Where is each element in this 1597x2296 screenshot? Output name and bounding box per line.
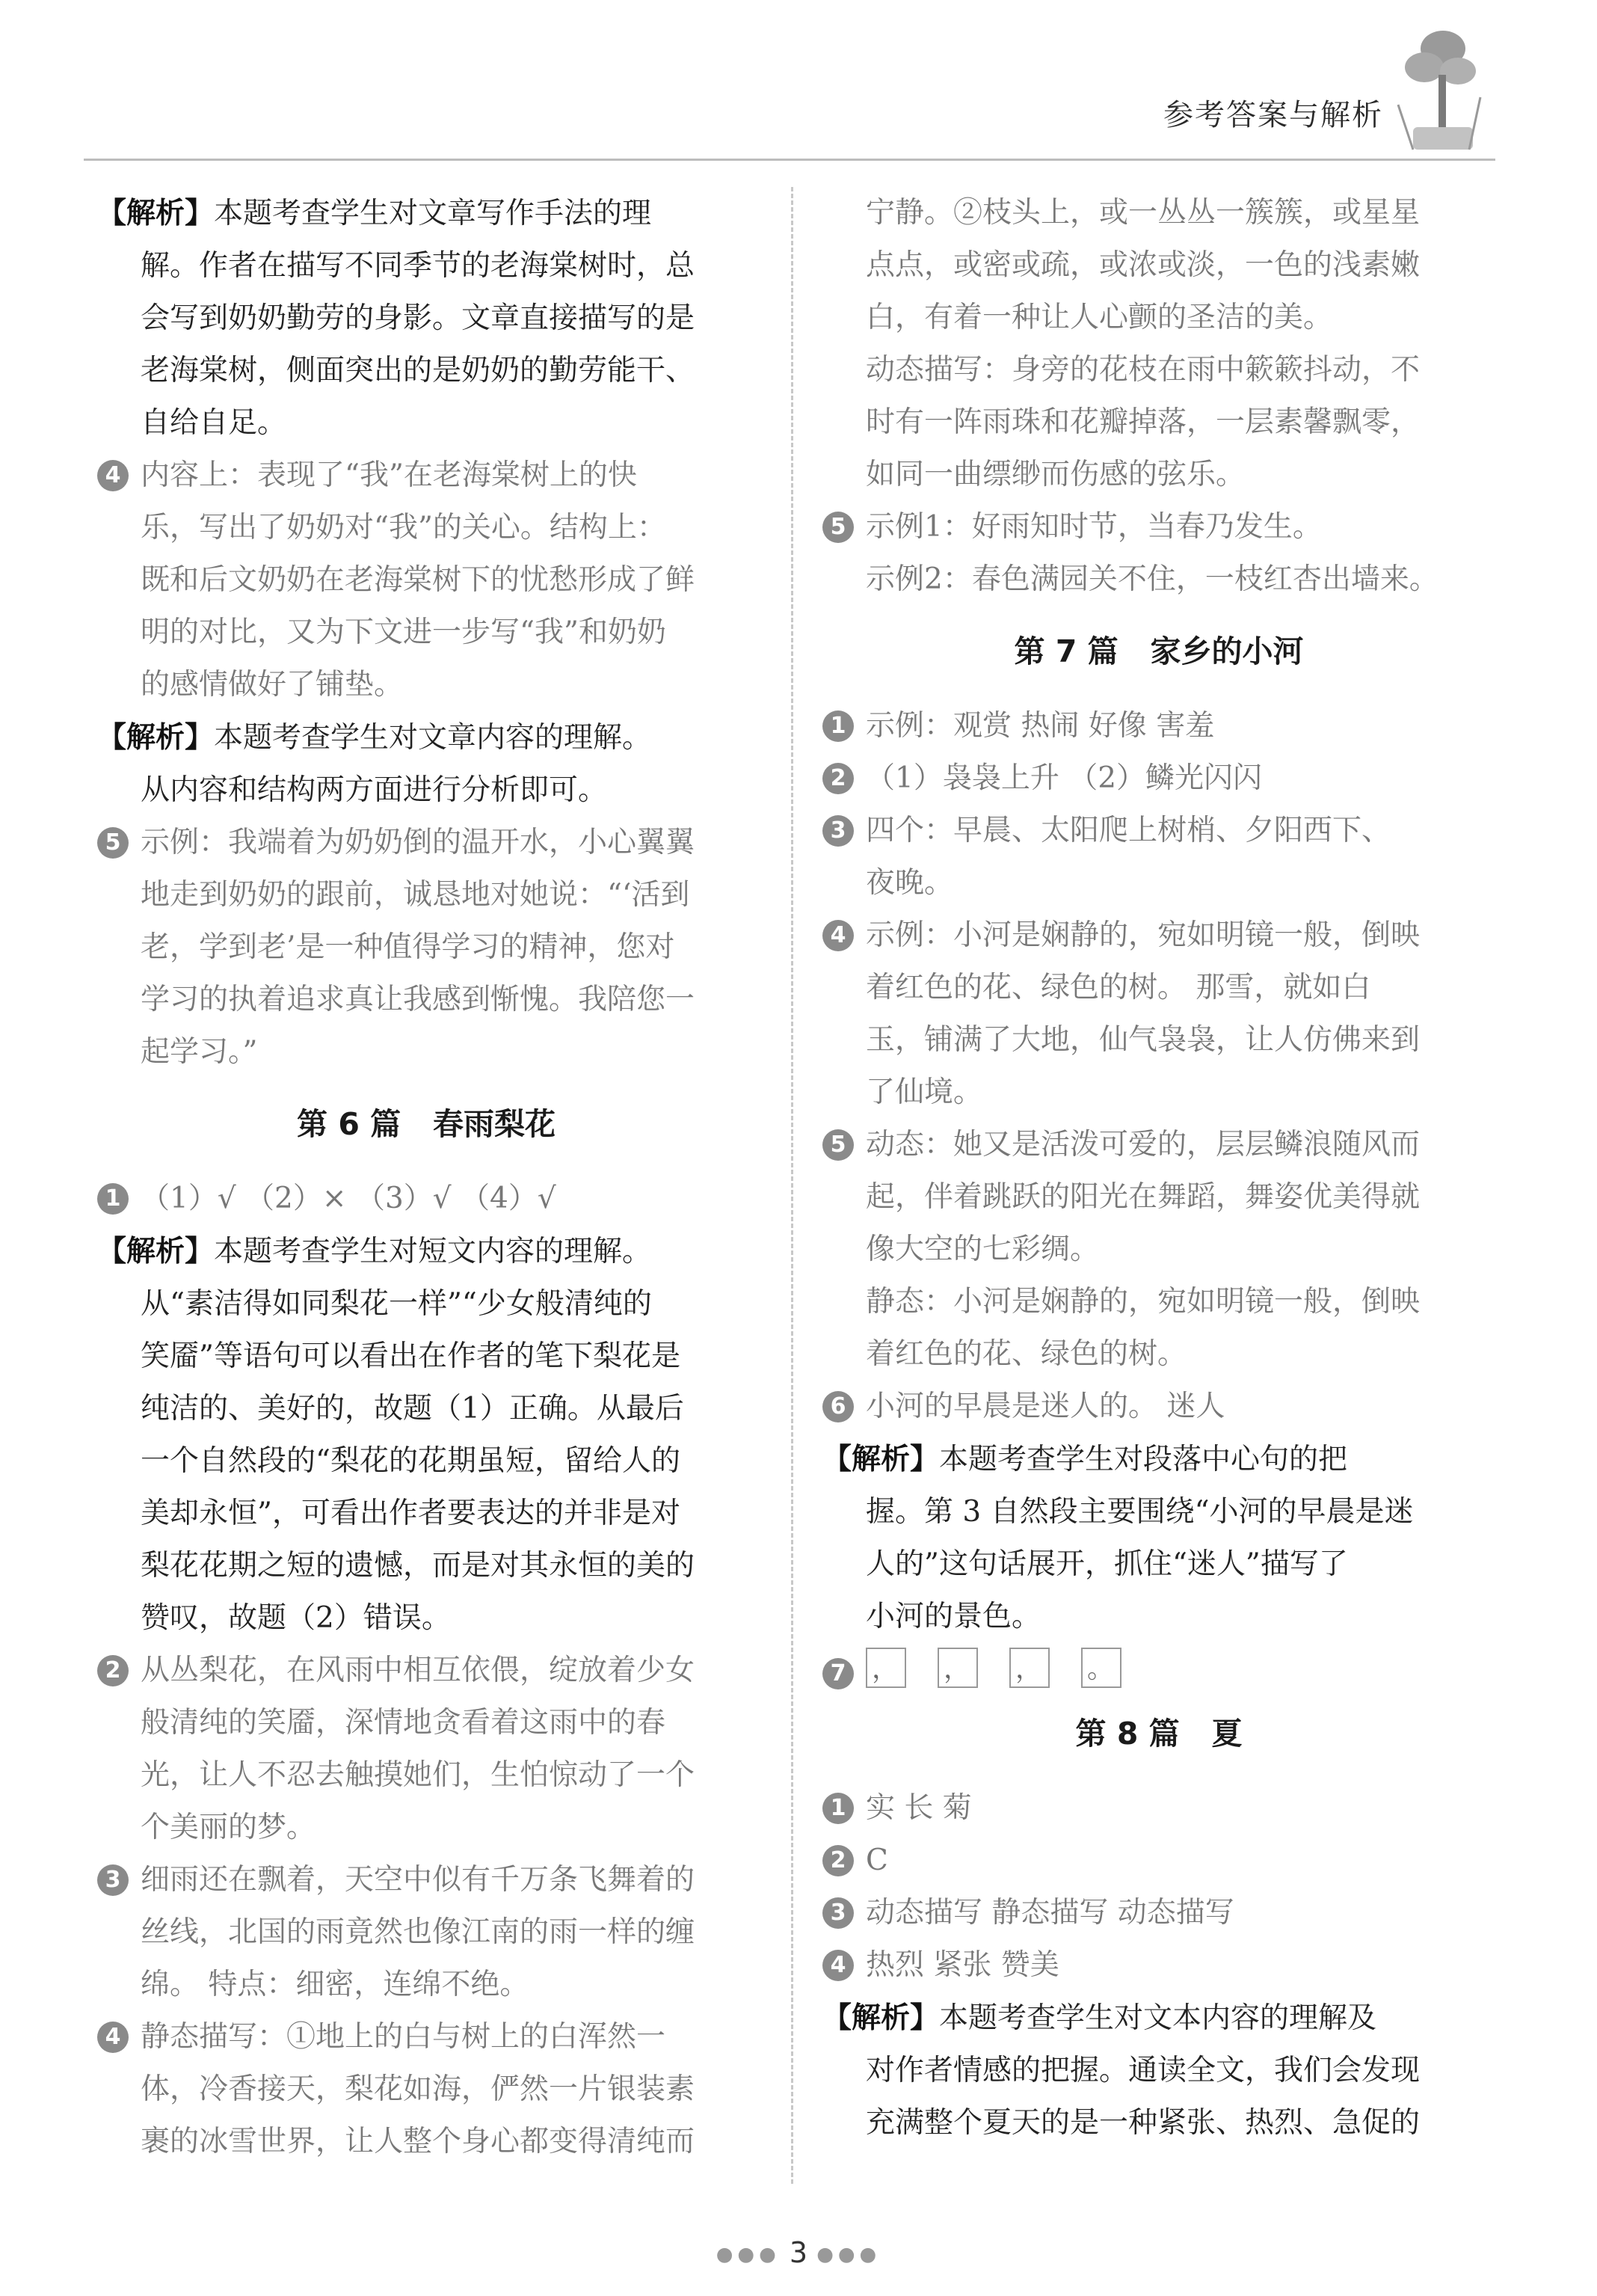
analysis-tag: 【解析】	[97, 720, 215, 755]
line-text: 的感情做好了铺垫。	[141, 668, 404, 702]
text-line	[822, 1276, 1495, 1328]
line-text: 梨花花期之短的遗憾，而是对其永恒的美的	[141, 1549, 695, 1583]
line-text: 动态描写：身旁的花枝在雨中簌簌抖动，不	[866, 353, 1421, 387]
line-text: 本题考查学生对文章写作手法的理	[214, 197, 652, 230]
question-number-icon: 4	[97, 2022, 129, 2053]
line-text: 赞叹，故题（2）错误。	[141, 1601, 451, 1635]
text-line	[822, 1224, 1495, 1276]
line-text: 一个自然段的“梨花的花期虽短，留给人的	[141, 1444, 680, 1478]
text-line	[822, 700, 1495, 752]
text-line	[822, 344, 1495, 396]
analysis-tag: 【解析】	[97, 1234, 215, 1268]
line-text: 纯洁的、美好的，故题（1）正确。从最后	[141, 1392, 684, 1425]
line-text: 乐，写出了奶奶对“我”的关心。结构上：	[141, 511, 666, 544]
answer-item	[97, 1173, 755, 1225]
text-line	[97, 1173, 755, 1225]
answer-item	[822, 501, 1495, 606]
footer-dots-right-icon: ●●●	[816, 2243, 881, 2266]
text-line	[97, 1592, 755, 1645]
line-text: 示例：观赏 热闹 好像 害羞	[866, 709, 1215, 743]
line-text: 人的”这句话展开，抓住“迷人”描写了	[866, 1547, 1348, 1581]
text-line	[822, 1486, 1495, 1538]
footer-dots-left-icon: ●●●	[716, 2243, 781, 2266]
answer-item	[97, 449, 755, 711]
text-line	[97, 711, 755, 764]
text-line	[97, 292, 755, 345]
text-line	[822, 1328, 1495, 1381]
line-text: 老海棠树，侧面突出的是奶奶的勤劳能干、	[141, 354, 695, 387]
text-line	[822, 1939, 1495, 1992]
line-text: 自给自足。	[141, 406, 287, 440]
text-line	[97, 1383, 755, 1435]
text-line	[822, 805, 1495, 857]
text-line	[822, 187, 1495, 239]
text-line	[822, 1433, 1495, 1486]
tree-illustration-icon	[1383, 15, 1495, 157]
text-line	[822, 857, 1495, 909]
text-line	[97, 817, 755, 869]
line-text: 绵。 特点：细密，连绵不绝。	[141, 1968, 529, 2001]
text-line	[97, 502, 755, 554]
line-text: 起学习。”	[141, 1035, 258, 1069]
line-text: 学习的执着追求真让我感到惭愧。我陪您一	[141, 983, 695, 1016]
line-text: 美却永恒”，可看出作者要表达的并非是对	[141, 1497, 680, 1530]
text-line	[97, 1749, 755, 1802]
line-text: 示例1：好雨知时节，当春乃发生。	[866, 510, 1322, 544]
question-number-icon: 1	[822, 710, 854, 742]
line-text: 热烈 紧张 赞美	[866, 1948, 1059, 1982]
line-text: 小河的早晨是迷人的。 迷人	[866, 1390, 1225, 1423]
line-text: 解。作者在描写不同季节的老海棠树时，总	[141, 249, 695, 283]
line-text: 般清纯的笑靥，深情地贪看着这雨中的春	[141, 1706, 666, 1740]
answer-item	[822, 1835, 1495, 1887]
question-number-icon: 4	[97, 460, 129, 491]
text-line	[822, 501, 1495, 553]
question-number-icon: 4	[822, 920, 854, 951]
text-line	[97, 187, 755, 240]
answer-item	[822, 1648, 1495, 1688]
line-text: 从“素洁得如同梨花一样”“少女般清纯的	[141, 1287, 652, 1321]
line-text: 丝线，北国的雨竟然也像江南的雨一样的缠	[141, 1915, 695, 1949]
text-line	[97, 764, 755, 817]
text-line	[822, 962, 1495, 1014]
line-text: 如同一曲缥缈而伤感的弦乐。	[866, 458, 1246, 491]
line-text: 小河的景色。	[866, 1600, 1041, 1633]
text-line	[97, 240, 755, 292]
line-text: 对作者情感的把握。通读全文，我们会发现	[866, 2054, 1421, 2087]
line-text: 会写到奶奶勤劳的身影。文章直接描写的是	[141, 301, 695, 335]
section-title: 第 7 篇 家乡的小河	[1014, 633, 1304, 669]
text-line	[97, 2116, 755, 2168]
text-line	[97, 1225, 755, 1278]
text-line	[97, 345, 755, 397]
text-line	[822, 396, 1495, 449]
line-text: 体，冷香接天，梨花如海，俨然一片银装素	[141, 2072, 695, 2106]
answer-item	[97, 1854, 755, 2011]
line-text: 像大空的七彩绸。	[866, 1233, 1100, 1266]
question-number-icon: 3	[822, 815, 854, 847]
text-line	[822, 449, 1495, 501]
punctuation-box: ，	[1009, 1648, 1050, 1688]
question-number-icon: 5	[822, 512, 854, 543]
question-number-icon: 7	[822, 1658, 854, 1689]
text-line	[822, 1992, 1495, 2045]
text-line	[97, 921, 755, 974]
text-line	[97, 2011, 755, 2063]
line-text: 细雨还在飘着，天空中似有千万条飞舞着的	[141, 1863, 695, 1897]
section-title: 第 6 篇 春雨梨花	[297, 1106, 556, 1142]
answer-item	[97, 817, 755, 1078]
text-line	[97, 974, 755, 1026]
text-line	[822, 1591, 1495, 1643]
text-line	[822, 239, 1495, 292]
answer-item	[822, 805, 1495, 909]
text-line	[822, 1887, 1495, 1939]
line-text: 静态：小河是娴静的，宛如明镜一般，倒映	[866, 1285, 1421, 1319]
text-line	[97, 2063, 755, 2116]
text-line	[97, 1645, 755, 1697]
analysis-tag: 【解析】	[822, 1442, 940, 1476]
line-text: C	[866, 1844, 888, 1877]
question-number-icon: 2	[822, 1845, 854, 1876]
analysis-block	[97, 711, 755, 817]
question-number-icon: 3	[97, 1864, 129, 1896]
line-text: 点点，或密或疏，或浓或淡，一色的浅素嫩	[866, 248, 1421, 282]
question-number-icon: 3	[822, 1897, 854, 1929]
line-text: 光，让人不忍去触摸她们，生怕惊动了一个	[141, 1758, 695, 1792]
text-line	[97, 1488, 755, 1540]
text-line	[97, 869, 755, 921]
answer-item	[822, 752, 1495, 805]
line-text: 从丛梨花，在风雨中相互依偎，绽放着少女	[141, 1654, 695, 1687]
answer-item	[822, 1939, 1495, 1992]
text-line	[97, 1906, 755, 1959]
line-text: 本题考查学生对文本内容的理解及	[939, 2001, 1377, 2035]
text-line	[822, 1782, 1495, 1835]
analysis-block	[97, 187, 755, 449]
line-text: 静态描写：①地上的白与树上的白浑然一	[141, 2020, 666, 2054]
answer-item	[97, 1645, 755, 1854]
question-number-icon: 2	[97, 1655, 129, 1686]
line-text: （1）√ （2）× （3）√ （4）√	[141, 1182, 556, 1215]
page-header	[84, 0, 1495, 161]
line-text: 着红色的花、绿色的树。	[866, 1337, 1187, 1371]
punctuation-box: ，	[866, 1648, 906, 1688]
text-line	[822, 1171, 1495, 1224]
analysis-block	[822, 1433, 1495, 1643]
text-line	[97, 1026, 755, 1078]
answer-item	[822, 700, 1495, 752]
header-title: 参考答案与解析	[1163, 98, 1383, 132]
text-line	[822, 2097, 1495, 2149]
answer-item	[822, 1887, 1495, 1939]
line-text: 实 长 菊	[866, 1791, 972, 1825]
punctuation-box: 。	[1081, 1648, 1121, 1688]
text-line	[97, 554, 755, 607]
question-number-icon: 1	[97, 1183, 129, 1215]
section-title: 第 8 篇 夏	[1075, 1716, 1243, 1752]
column-divider	[791, 187, 793, 2184]
text-line	[822, 553, 1495, 606]
text-line	[97, 397, 755, 449]
page-footer	[0, 2236, 1597, 2269]
answer-item	[822, 909, 1495, 1119]
text-line	[97, 1540, 755, 1592]
answer-item	[822, 1381, 1495, 1433]
right-column	[822, 187, 1495, 2149]
line-text: 笑靥”等语句可以看出在作者的笔下梨花是	[141, 1339, 680, 1373]
text-line	[97, 1278, 755, 1330]
analysis-block	[97, 1225, 755, 1645]
line-text: 地走到奶奶的跟前，诚恳地对她说：“‘活到	[141, 878, 690, 912]
line-text: 白，有着一种让人心颤的圣洁的美。	[866, 301, 1333, 334]
line-text: 了仙境。	[866, 1075, 983, 1109]
line-text: 既和后文奶奶在老海棠树下的忧愁形成了鲜	[141, 563, 695, 597]
line-text: 着红色的花、绿色的树。 那雪，就如白	[866, 971, 1371, 1004]
line-text: 夜晚。	[866, 866, 954, 900]
answer-item	[822, 187, 1495, 501]
question-number-icon: 4	[822, 1950, 854, 1981]
text-line	[822, 1538, 1495, 1591]
line-text: 老，学到老’是一种值得学习的精神，您对	[141, 930, 675, 964]
text-line	[97, 1697, 755, 1749]
analysis-block	[822, 1992, 1495, 2149]
line-text: 内容上：表现了“我”在老海棠树上的快	[141, 458, 637, 492]
left-column	[97, 187, 755, 2168]
text-line	[97, 1330, 755, 1383]
line-text: 本题考查学生对文章内容的理解。	[214, 721, 652, 755]
punctuation-box: ，	[938, 1648, 978, 1688]
text-line	[822, 1066, 1495, 1119]
text-line	[97, 1435, 755, 1488]
analysis-tag: 【解析】	[97, 196, 215, 230]
text-line	[97, 1854, 755, 1906]
text-line	[97, 607, 755, 659]
analysis-tag: 【解析】	[822, 2001, 940, 2035]
text-line	[97, 1959, 755, 2011]
line-text: 示例：我端着为奶奶倒的温开水，小心翼翼	[141, 826, 695, 859]
line-text: 四个：早晨、太阳爬上树梢、夕阳西下、	[866, 814, 1391, 847]
text-line	[822, 292, 1495, 344]
text-line	[97, 659, 755, 711]
text-line	[97, 449, 755, 502]
line-text: 宁静。②枝头上，或一丛丛一簇簇，或星星	[866, 196, 1421, 230]
line-text: 个美丽的梦。	[141, 1811, 316, 1844]
line-text: 裹的冰雪世界，让人整个身心都变得清纯而	[141, 2125, 695, 2158]
text-line	[822, 1381, 1495, 1433]
text-line	[97, 1802, 755, 1854]
text-line	[822, 1014, 1495, 1066]
question-number-icon: 5	[97, 827, 129, 859]
line-text: （1）袅袅上升 （2）鳞光闪闪	[866, 761, 1263, 795]
line-text: 动态描写 静态描写 动态描写	[866, 1896, 1234, 1930]
question-number-icon: 5	[822, 1129, 854, 1161]
text-line	[822, 1119, 1495, 1171]
page-number: 3	[789, 2236, 808, 2269]
text-line	[822, 752, 1495, 805]
line-text: 起，伴着跳跃的阳光在舞蹈，舞姿优美得就	[866, 1180, 1421, 1214]
line-text: 示例2：春色满园关不住，一枝红杏出墙来。	[866, 562, 1438, 596]
text-line	[822, 2045, 1495, 2097]
line-text: 本题考查学生对段落中心句的把	[939, 1443, 1348, 1476]
line-text: 握。第 3 自然段主要围绕“小河的早晨是迷	[866, 1495, 1414, 1529]
text-line	[822, 1835, 1495, 1887]
line-text: 本题考查学生对短文内容的理解。	[214, 1235, 652, 1268]
answer-item	[97, 2011, 755, 2168]
text-line	[822, 909, 1495, 962]
answer-item	[822, 1119, 1495, 1381]
punctuation-boxes	[822, 1648, 1495, 1688]
question-number-icon: 6	[822, 1391, 854, 1422]
line-text: 充满整个夏天的是一种紧张、热烈、急促的	[866, 2106, 1421, 2140]
answer-item	[822, 1782, 1495, 1835]
line-text: 时有一阵雨珠和花瓣掉落，一层素馨飘零，	[866, 405, 1421, 439]
question-number-icon: 1	[822, 1793, 854, 1824]
line-text: 示例：小河是娴静的，宛如明镜一般，倒映	[866, 918, 1421, 952]
line-text: 动态：她又是活泼可爱的，层层鳞浪随风而	[866, 1128, 1421, 1161]
question-number-icon: 2	[822, 763, 854, 794]
line-text: 玉，铺满了大地，仙气袅袅，让人仿佛来到	[866, 1023, 1421, 1057]
line-text: 明的对比，又为下文进一步写“我”和奶奶	[141, 616, 666, 649]
line-text: 从内容和结构两方面进行分析即可。	[141, 773, 608, 807]
